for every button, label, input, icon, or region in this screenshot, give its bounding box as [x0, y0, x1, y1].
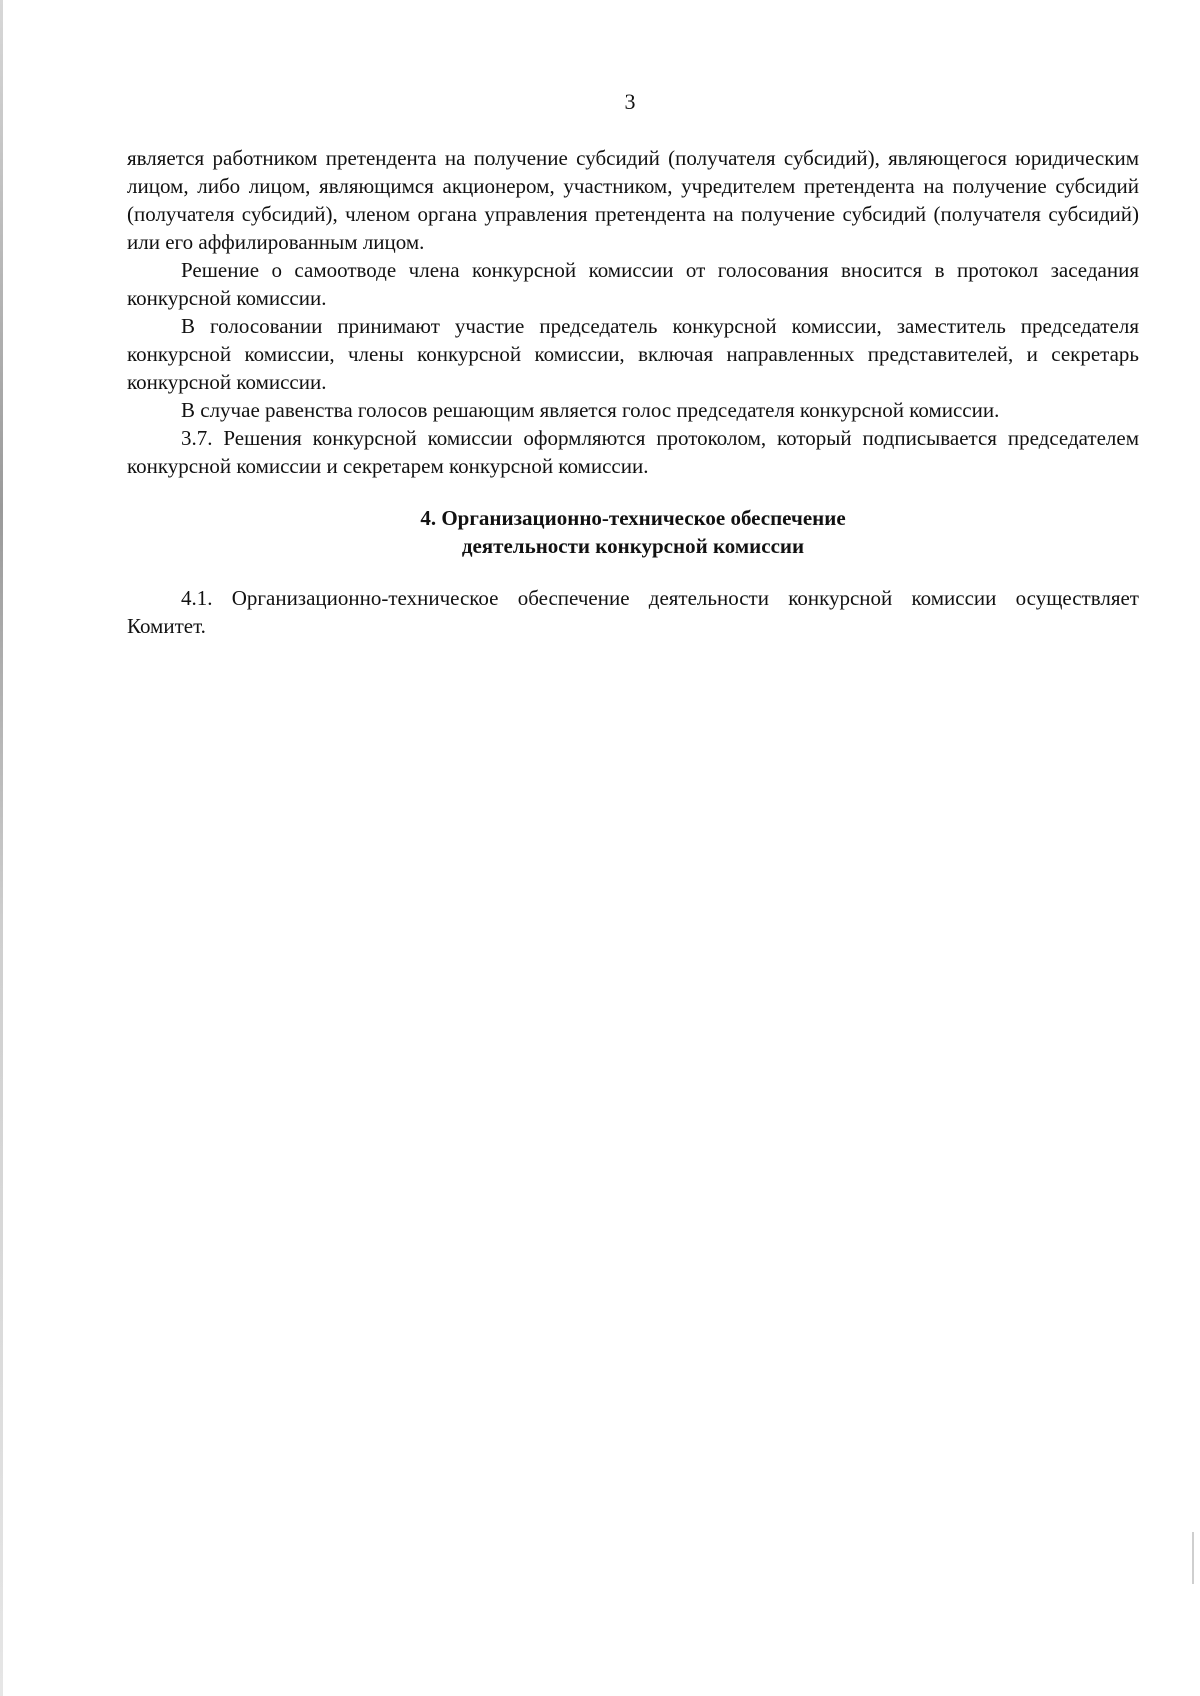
- page-number: 3: [624, 89, 636, 114]
- paragraph-3-7: 3.7. Решения конкурсной комиссии оформляются протоколом, который подписывается председателем конкурсной комиссии и секретарем конкурсной комиссии.: [127, 426, 1139, 478]
- section-4-heading: [127, 504, 1139, 560]
- document-body: [127, 144, 1139, 640]
- paragraph-voting-participants: В голосовании принимают участие председатель конкурсной комиссии, заместитель председателя конкурсной комиссии, члены конкурсной комиссии, включая направленных представителей, и секретарь конкурсной комиссии.: [127, 314, 1139, 394]
- section-heading-line: деятельности конкурсной комиссии: [461, 534, 805, 558]
- section-heading-line: 4. Организационно-техническое обеспечение: [420, 506, 846, 530]
- paragraph-tie-vote: В случае равенства голосов решающим является голос председателя конкурсной комиссии.: [181, 398, 1000, 422]
- scan-mark: [1192, 1532, 1194, 1584]
- paragraph-continuation: является работником претендента на получение субсидий (получателя субсидий), являющегося юридическим лицом, либо лицом, являющимся акционером, участником, учредителем претендента на получение субсидий (получателя субсидий), членом органа управления претендента на получение субсидий (получателя субсидий) или его аффилированным лицом.: [127, 146, 1139, 254]
- scan-edge: [0, 0, 3, 1696]
- paragraph-4-1: 4.1. Организационно-техническое обеспечение деятельности конкурсной комиссии осуществляет Комитет.: [127, 586, 1139, 638]
- paragraph-recusal: Решение о самоотводе члена конкурсной комиссии от голосования вносится в протокол заседания конкурсной комиссии.: [127, 258, 1139, 310]
